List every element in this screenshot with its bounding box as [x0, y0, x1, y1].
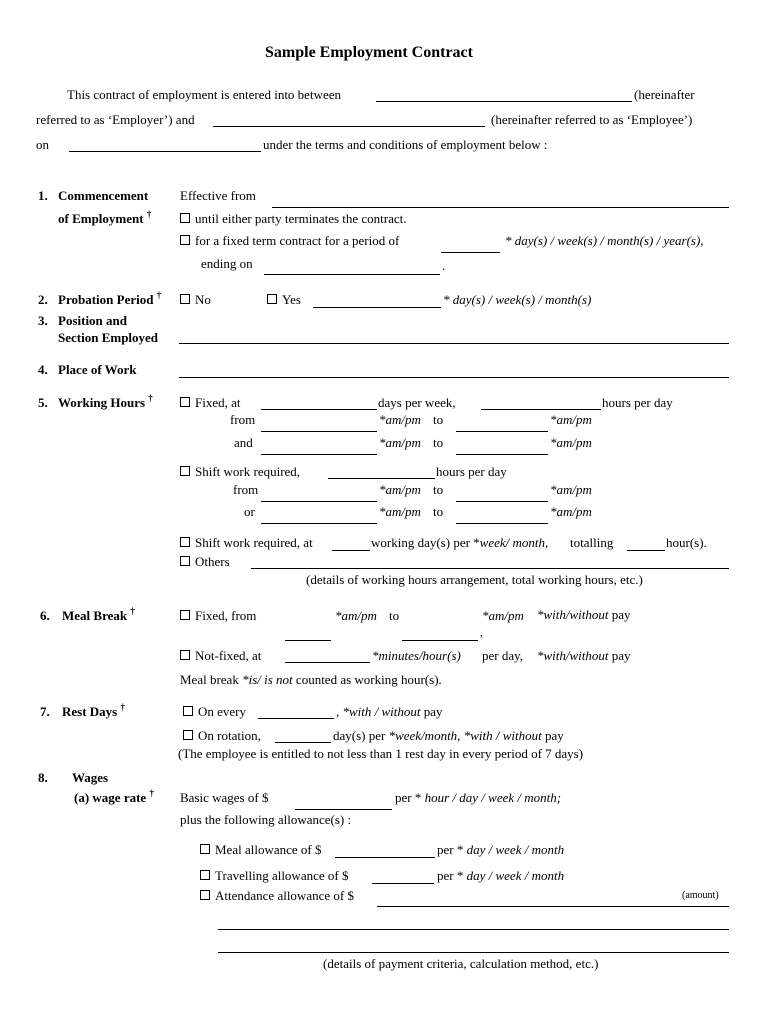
- from-label: from: [230, 412, 256, 427]
- meal-allowance-field[interactable]: [335, 857, 435, 858]
- checkbox[interactable]: [180, 610, 190, 620]
- to-label: to: [433, 482, 444, 497]
- section-5-title: Working Hours †: [58, 393, 153, 410]
- ampm-label: *am/pm: [550, 435, 592, 450]
- intro-line-1: This contract of employment is entered into between: [67, 87, 341, 102]
- comma: ,: [480, 627, 483, 639]
- meal-fixed-pay: *with/without pay: [537, 607, 631, 622]
- details-line[interactable]: [218, 929, 729, 930]
- meal-to-field[interactable]: [402, 640, 478, 641]
- position-field[interactable]: [179, 343, 729, 344]
- meal-duration-field[interactable]: [285, 662, 370, 663]
- time-field[interactable]: [261, 431, 377, 432]
- intro-line-3-end: under the terms and conditions of employment below :: [263, 137, 548, 152]
- travel-allowance-field[interactable]: [372, 883, 434, 884]
- amount-label: (amount): [682, 890, 719, 901]
- shift-work: Shift work required,: [180, 465, 300, 478]
- section-6-title: Meal Break †: [62, 606, 135, 623]
- ending-on-label: ending on: [201, 256, 253, 271]
- time-field[interactable]: [456, 501, 548, 502]
- checkbox[interactable]: [200, 870, 210, 880]
- section-8-title: Wages: [72, 770, 109, 785]
- ampm-label: *am/pm: [550, 482, 592, 497]
- checkbox[interactable]: [180, 650, 190, 660]
- meal-allowance-units: per * day / week / month: [437, 842, 565, 857]
- fixed-term-units: * day(s) / week(s) / month(s) / year(s),: [505, 233, 704, 248]
- shift-work-2: Shift work required, at: [180, 536, 313, 549]
- total-hours-field[interactable]: [627, 550, 665, 551]
- checkbox[interactable]: [183, 706, 193, 716]
- checkbox[interactable]: [183, 730, 193, 740]
- time-field[interactable]: [261, 454, 377, 455]
- fixed-term-period-field[interactable]: [441, 252, 500, 253]
- probation-period-field[interactable]: [313, 307, 441, 308]
- hours-label: hour(s).: [666, 535, 707, 550]
- days-per-week-label: days per week,: [378, 395, 456, 410]
- working-fixed: Fixed, at: [180, 396, 241, 409]
- ending-period: .: [442, 258, 446, 273]
- place-of-work-field[interactable]: [179, 377, 729, 378]
- to-label: to: [389, 608, 400, 623]
- rest-day-note: (The employee is entitled to not less than 1 rest day in every period of 7 days): [178, 746, 584, 761]
- rest-day-field[interactable]: [258, 718, 334, 719]
- to-label: to: [433, 412, 444, 427]
- others-note: (details of working hours arrangement, total working hours, etc.): [306, 572, 643, 587]
- travel-allowance: Travelling allowance of $: [200, 869, 348, 882]
- time-field[interactable]: [456, 454, 548, 455]
- rotation-days-field[interactable]: [275, 742, 331, 743]
- page-title: Sample Employment Contract: [265, 44, 473, 61]
- meal-allowance: Meal allowance of $: [200, 843, 321, 856]
- option-fixed-term: for a fixed term contract for a period of: [180, 234, 399, 247]
- probation-yes: Yes: [267, 293, 301, 306]
- checkbox[interactable]: [180, 537, 190, 547]
- basic-wages-field[interactable]: [295, 809, 392, 810]
- ampm-label: *am/pm: [482, 608, 524, 623]
- meal-from-field[interactable]: [285, 640, 331, 641]
- hours-per-day-field[interactable]: [481, 409, 601, 410]
- ampm-label: *am/pm: [379, 482, 421, 497]
- checkbox[interactable]: [180, 556, 190, 566]
- contract-date-field[interactable]: [69, 151, 261, 152]
- section-3-title: Position and: [58, 313, 127, 328]
- allowances-label: plus the following allowance(s) :: [180, 812, 352, 827]
- payment-details-note: (details of payment criteria, calculation method, etc.): [323, 956, 599, 971]
- rest-on-every: On every: [183, 705, 246, 718]
- meal-fixed: Fixed, from: [180, 609, 256, 622]
- checkbox[interactable]: [180, 235, 190, 245]
- rotation-label: day(s) per *week/month, *with / without pay: [333, 728, 564, 743]
- checkbox[interactable]: [180, 466, 190, 476]
- intro-line-2: referred to as ‘Employer’) and: [36, 112, 195, 127]
- basic-wages-label: Basic wages of $: [180, 790, 269, 805]
- section-5-number: 5.: [38, 395, 48, 410]
- checkbox[interactable]: [200, 844, 210, 854]
- employee-name-field[interactable]: [213, 126, 485, 127]
- time-field[interactable]: [261, 523, 377, 524]
- time-field[interactable]: [261, 501, 377, 502]
- ampm-label: *am/pm: [379, 435, 421, 450]
- travel-allowance-units: per * day / week / month: [437, 868, 565, 883]
- basic-wages-units: per * hour / day / week / month;: [395, 790, 562, 805]
- time-field[interactable]: [456, 431, 548, 432]
- section-6-number: 6.: [40, 608, 50, 623]
- rest-rotation: On rotation,: [183, 729, 261, 742]
- ending-on-field[interactable]: [264, 274, 440, 275]
- working-days-label: working day(s) per *week/ month,: [371, 535, 549, 550]
- section-4-title: Place of Work: [58, 362, 137, 377]
- section-4-number: 4.: [38, 362, 48, 377]
- rest-pay: , *with / without pay: [336, 704, 443, 719]
- totalling-label: totalling: [570, 535, 614, 550]
- working-others: Others: [180, 555, 230, 568]
- checkbox[interactable]: [267, 294, 277, 304]
- ampm-label: *am/pm: [335, 608, 377, 623]
- checkbox[interactable]: [180, 294, 190, 304]
- section-1-number: 1.: [38, 188, 48, 203]
- minutes-hours-label: *minutes/hour(s): [372, 648, 461, 663]
- ampm-label: *am/pm: [379, 504, 421, 519]
- wage-rate-label: (a) wage rate †: [74, 788, 154, 805]
- intro-line-1-end: (hereinafter: [634, 87, 695, 102]
- ampm-label: *am/pm: [379, 412, 421, 427]
- working-days-field[interactable]: [332, 550, 370, 551]
- time-field[interactable]: [456, 523, 548, 524]
- details-line[interactable]: [218, 952, 729, 953]
- effective-from-label: Effective from: [180, 188, 256, 203]
- days-per-week-field[interactable]: [261, 409, 377, 410]
- meal-counted-note: Meal break *is/ is not counted as working hour(s).: [180, 672, 442, 687]
- section-8-number: 8.: [38, 770, 48, 785]
- per-day-label: per day,: [482, 648, 524, 663]
- section-1-title: Commencement: [58, 188, 149, 203]
- section-7-title: Rest Days †: [62, 702, 125, 719]
- section-1-title-2: of Employment †: [58, 209, 152, 226]
- shift-hours-field[interactable]: [328, 478, 435, 479]
- option-until-terminated: until either party terminates the contract.: [180, 212, 407, 225]
- section-7-number: 7.: [40, 704, 50, 719]
- checkbox[interactable]: [200, 890, 210, 900]
- to-label: to: [433, 435, 444, 450]
- section-3-title-2: Section Employed: [58, 330, 159, 345]
- ampm-label: *am/pm: [550, 412, 592, 427]
- to-label: to: [433, 504, 444, 519]
- attendance-allowance: Attendance allowance of $: [200, 889, 354, 902]
- others-field[interactable]: [251, 568, 729, 569]
- hours-per-day-label: hours per day: [436, 464, 507, 479]
- section-2-number: 2.: [38, 292, 48, 307]
- attendance-allowance-field[interactable]: [377, 906, 729, 907]
- meal-notfixed: Not-fixed, at: [180, 649, 261, 662]
- intro-line-2-end: (hereinafter referred to as ‘Employee’): [491, 112, 693, 127]
- and-label: and: [234, 435, 253, 450]
- from-label: from: [233, 482, 259, 497]
- checkbox[interactable]: [180, 213, 190, 223]
- section-3-number: 3.: [38, 313, 48, 328]
- employer-name-field[interactable]: [376, 101, 632, 102]
- ampm-label: *am/pm: [550, 504, 592, 519]
- or-label: or: [244, 504, 255, 519]
- hours-per-day-label: hours per day: [602, 395, 673, 410]
- effective-from-field[interactable]: [272, 207, 729, 208]
- section-2-title: Probation Period †: [58, 290, 162, 307]
- probation-no: No: [180, 293, 211, 306]
- meal-notfixed-pay: *with/without pay: [537, 648, 631, 663]
- intro-line-3: on: [36, 137, 49, 152]
- probation-units: * day(s) / week(s) / month(s): [443, 292, 592, 307]
- checkbox[interactable]: [180, 397, 190, 407]
